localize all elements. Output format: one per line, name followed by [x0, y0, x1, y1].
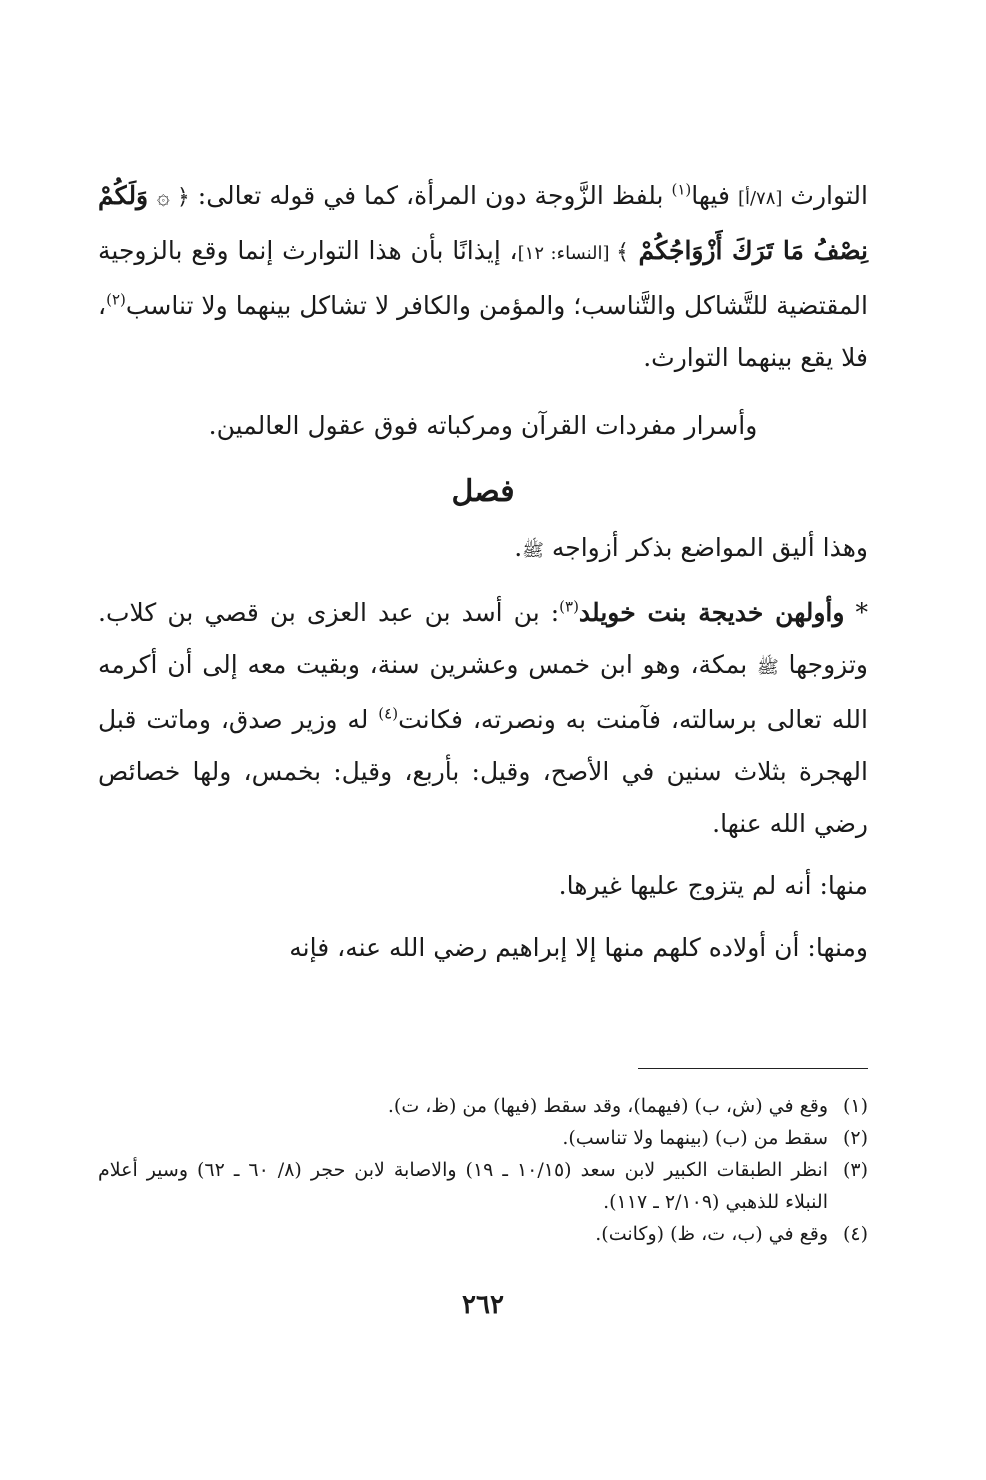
footnote-item: [98, 1154, 868, 1218]
footnote-number: (٤): [842, 1223, 868, 1245]
text-segment: بمكة، وهو ابن خمس وعشرين سنة، وبقيت معه إلى أن أكرمه الله تعالى برسالته، فآمنت به ونصرته، فكانت: [98, 650, 868, 734]
text-segment: بلفظ الزَّوجة دون المرأة، كما في قوله تعالى:: [189, 181, 672, 210]
text-segment: ، إيذانًا بأن هذا التوارث إنما وقع بالزوجية المقتضية للتَّشاكل والتَّناسب؛ والمؤمن والكافر لا تشاكل بينهما ولا تناسب: [98, 236, 868, 320]
paragraph-wives-intro: [98, 522, 868, 577]
paragraph-khadija: [98, 587, 868, 850]
footnote-number: (٢): [842, 1127, 868, 1149]
footnote-text: سقط من (ب) (بينهما ولا تناسب).: [562, 1127, 828, 1149]
footnote-text: وقع في (ب، ت، ظ) (وكانت).: [595, 1223, 828, 1245]
text-segment: : بن أسد بن عبد العزى بن قصي بن كلاب. وتزوجها: [98, 598, 868, 679]
text-segment: وهذا أليق المواضع بذكر أزواجه: [543, 533, 868, 562]
quran-bracket-close: ﴾: [616, 240, 630, 265]
spacer: [98, 577, 868, 587]
text-segment: ، فلا يقع بينهما التوارث.: [98, 291, 868, 372]
footnote-marker[interactable]: (٢): [106, 290, 126, 309]
subheading-khadija: وأولهن خديجة بنت خويلد: [578, 598, 845, 627]
footnote-number: (١): [842, 1095, 868, 1117]
spacer: [98, 912, 868, 922]
footnote-marker[interactable]: (٤): [378, 704, 399, 723]
manuscript-folio-reference: [٧٨/أ]: [737, 188, 783, 209]
text-segment: .: [514, 533, 523, 562]
spacer: [98, 850, 868, 860]
page-number: ٢٦٢: [462, 1290, 504, 1320]
verse-reference: [النساء: ١٢]: [517, 243, 617, 264]
quran-verse: وَلَكُمْ نِصْفُ مَا تَرَكَ أَزْوَاجُكُمْ: [98, 181, 868, 265]
bullet-star: *: [844, 598, 868, 627]
paragraph-inheritance: [98, 170, 868, 384]
quran-bracket-open: ﴿ ۞: [156, 185, 190, 210]
book-page: [98, 170, 868, 1370]
text-segment: فيها: [691, 181, 738, 210]
salutation-glyph: ﷺ: [522, 540, 544, 561]
section-heading: فصل: [451, 474, 515, 509]
footnote-item: [98, 1090, 868, 1122]
text-segment: التوارث: [782, 181, 868, 210]
footnote-text: وقع في (ش، ب) (فيهما)، وقد سقط (فيها) من (ظ، ت).: [387, 1095, 828, 1117]
salutation-glyph: ﷺ: [756, 657, 779, 678]
text-segment: له وزير صدق، وماتت قبل الهجرة بثلاث سنين في الأصح، وقيل: بأربع، وقيل: بخمس، ولها خصائص رضي الله عنها.: [98, 705, 868, 838]
footnote-marker[interactable]: (٣): [559, 597, 579, 616]
paragraph-quran-secrets: وأسرار مفردات القرآن ومركباته فوق عقول العالمين.: [208, 411, 758, 440]
footnote-number: (٣): [842, 1159, 868, 1181]
paragraph-first-merit: منها: أنه لم يتزوج عليها غيرها.: [558, 871, 868, 900]
footnote-text: انظر الطبقات الكبير لابن سعد (١٠/١٥ ـ ١٩) والاصابة لابن حجر (٨/ ٦٠ ـ ٦٢) وسير أعلام النبلاء للذهبي (٢/١٠٩ ـ ١١٧).: [98, 1159, 828, 1213]
footnote-item: [98, 1122, 868, 1154]
footnote-marker[interactable]: (١): [671, 180, 692, 199]
footnote-item: [98, 1218, 868, 1250]
footnotes: [98, 1090, 868, 1250]
footnote-divider: [638, 1068, 868, 1069]
paragraph-second-merit: ومنها: أن أولاده كلهم منها إلا إبراهيم رضي الله عنه، فإنه: [289, 933, 868, 962]
